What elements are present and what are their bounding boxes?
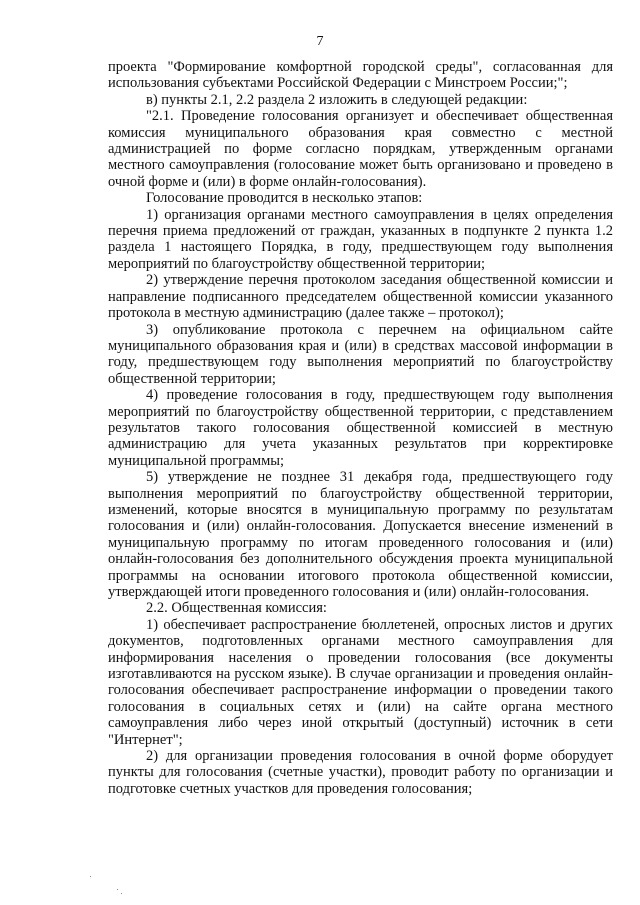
paragraph-clause-2-1: "2.1. Проведение голосования организует и обеспечивает общественная комиссия муниципального образования края совместно с местной администрацией по форме согласно порядкам, утвержденным органами местного самоуправления (голосование может быть организовано и проведено в очной форме и (или) в форме онлайн-голосования). [108, 108, 613, 190]
list-item-stage-4: 4) проведение голосования в году, предшествующем году выполнения мероприятий по благоустройству общественной территории, с представлением результатов такого голосования общественной комиссией в местную администрацию для учета указанных результатов при корректировке муниципальной программы; [108, 387, 613, 469]
list-item-stage-5: 5) утверждение не позднее 31 декабря года, предшествующего году выполнения мероприятий по благоустройству общественной территории, изменений, которые вносятся в муниципальную программу по результатам голосования и (или) онлайн-голосования. Допускается внесение изменений в муниципальную программу по итогам проведенного голосования и (или) онлайн-голосования без дополнительного обсуждения проекта муниципальной программы на основании итогового протокола общественной комиссии, утверждающей итоги проведенного голосования и (или) онлайн-голосования. [108, 469, 613, 600]
paragraph-project-continuation: проекта "Формирование комфортной городской среды", согласованная для использования субъектами Российской Федерации с Минстроем России;"; [108, 59, 613, 92]
paragraph-voting-stages: Голосование проводится в несколько этапов: [146, 190, 423, 207]
scan-speck [121, 893, 122, 894]
document-body [108, 59, 613, 797]
scan-speck [90, 876, 91, 877]
list-item-stage-1: 1) организация органами местного самоуправления в целях определения перечня приема предложений от граждан, указанных в подпункте 2 пункта 1.2 раздела 1 настоящего Порядка, в году, предшествующем году выполнения мероприятий по благоустройству общественной территории; [108, 206, 613, 272]
page-number: 7 [316, 34, 324, 49]
paragraph-amendment-intro: в) пункты 2.1, 2.2 раздела 2 изложить в следующей редакции: [146, 91, 528, 108]
list-item-commission-duty-1: 1) обеспечивает распространение бюллетеней, опросных листов и других документов, подготовленных органами местного самоуправления для информирования населения о проведении голосования (все документы изготавливаются на русском языке). В случае организации и проведения онлайн-голосования обеспечивает распространение информации о проведении такого голосования в социальных сетях и (или) на сайте органа местного самоуправления либо через иной открытый (доступный) источник в сети "Интернет"; [108, 616, 613, 748]
paragraph-clause-2-2: 2.2. Общественная комиссия: [146, 600, 327, 617]
list-item-commission-duty-2: 2) для организации проведения голосования в очной форме оборудует пункты для голосования (счетные участки), проводит работу по организации и подготовке счетных участков для проведения голосования; [108, 748, 613, 797]
scan-speck [117, 889, 118, 890]
list-item-stage-3: 3) опубликование протокола с перечнем на официальном сайте муниципального образования края и (или) в средствах массовой информации в году, предшествующем году выполнения мероприятий по благоустройству общественной территории; [108, 321, 613, 387]
list-item-stage-2: 2) утверждение перечня протоколом заседания общественной комиссии и направление подписанного председателем общественной комиссии указанного протокола в местную администрацию (далее также – протокол); [108, 272, 613, 322]
